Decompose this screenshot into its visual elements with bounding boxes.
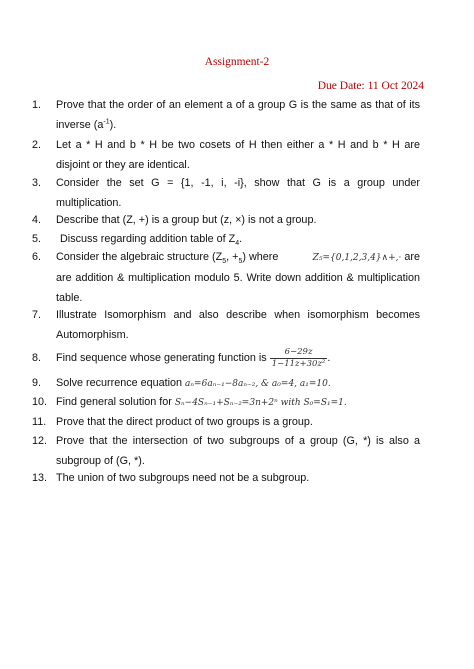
list-item <box>32 305 420 345</box>
item-text: Prove that the order of an element a of a group G is the same as that of its inverse (a <box>56 99 420 131</box>
list-item <box>32 95 420 135</box>
list-item <box>32 468 420 488</box>
item-text: ) where <box>242 251 279 263</box>
item-number: 3. <box>32 177 42 189</box>
recurrence-formula: Sₙ−4Sₙ₋₁+Sₙ₋₂=3n+2ⁿ with S₀=S₁=1. <box>174 398 347 408</box>
item-text: Discuss regarding addition table of Z <box>60 233 236 245</box>
item-superscript: -1 <box>103 118 110 126</box>
generating-function-fraction <box>270 346 331 370</box>
item-tail: . <box>327 352 331 364</box>
item-text: Consider the algebraic structure (Z <box>56 251 223 263</box>
fraction-denominator: 1−11z+30z² <box>271 358 326 369</box>
list-item <box>32 345 420 371</box>
list-item <box>32 373 420 394</box>
due-date: Due Date: 11 Oct 2024 <box>317 80 424 92</box>
item-text: are addition & multiplication modulo 5. Write down addition & multiplication table. <box>56 272 420 304</box>
list-item <box>32 210 420 230</box>
item-text: Consider the set G = {1, -1, i, -i}, show that G is a group under multiplication. <box>56 177 420 209</box>
list-item <box>32 229 424 249</box>
list-item <box>32 135 420 175</box>
assignment-title: Assignment-2 <box>204 56 270 68</box>
item-number: 1. <box>32 99 42 111</box>
item-number: 7. <box>32 309 42 321</box>
item-number: 4. <box>32 214 42 226</box>
item-number: 5. <box>32 233 42 245</box>
item-number: 6. <box>32 251 42 263</box>
recurrence-formula: aₙ=6aₙ₋₁−8aₙ₋₂, & a₀=4, a₁=10. <box>185 379 331 389</box>
item-formula: Z₅={0,1,2,3,4}∧+,· <box>312 253 402 263</box>
item-text: Let a * H and b * H be two cosets of H then either a * H and b * H are disjoint or they are identical. <box>56 139 420 171</box>
item-number: 2. <box>32 139 42 151</box>
item-tail: . <box>239 233 243 245</box>
item-subscript: 4 <box>235 240 240 248</box>
item-text: , + <box>226 251 239 263</box>
item-text: Solve recurrence equation <box>56 377 183 389</box>
item-number: 8. <box>32 352 42 364</box>
item-text: Find general solution for <box>56 396 172 408</box>
list-item <box>32 392 420 413</box>
item-number: 12. <box>32 435 48 447</box>
item-number: 10. <box>32 396 48 408</box>
item-subscript: 5 <box>238 258 243 266</box>
list-item: 6. Consider the algebraic structure ($Z_5$, $+_5$) where Z₅={0,1,2,3,4}∧+,· are are addition & multiplication modulo 5. Write down addition & multiplication table. <box>56 247 420 308</box>
item-text: Illustrate Isomorphism and also describe when isomorphism becomes Automorphism. <box>56 309 420 341</box>
list-item <box>32 431 420 471</box>
item-text: Describe that (Z, +) is a group but (z, ×) is not a group. <box>56 214 317 226</box>
item-number: 13. <box>32 472 48 484</box>
item-text: The union of two subgroups need not be a subgroup. <box>56 472 310 484</box>
fraction-numerator: 6−29z <box>270 347 328 359</box>
item-number: 9. <box>32 377 42 389</box>
item-tail: ). <box>109 119 117 131</box>
item-text: Prove that the intersection of two subgroups of a group (G, *) is also a subgroup of (G, *). <box>56 435 420 467</box>
item-number: 11. <box>32 416 47 428</box>
item-text: Prove that the direct product of two groups is a group. <box>56 416 313 428</box>
item-subscript: 5 <box>222 258 227 266</box>
list-item <box>32 173 420 213</box>
item-text: Find sequence whose generating function is <box>56 352 267 364</box>
list-item <box>32 412 420 432</box>
